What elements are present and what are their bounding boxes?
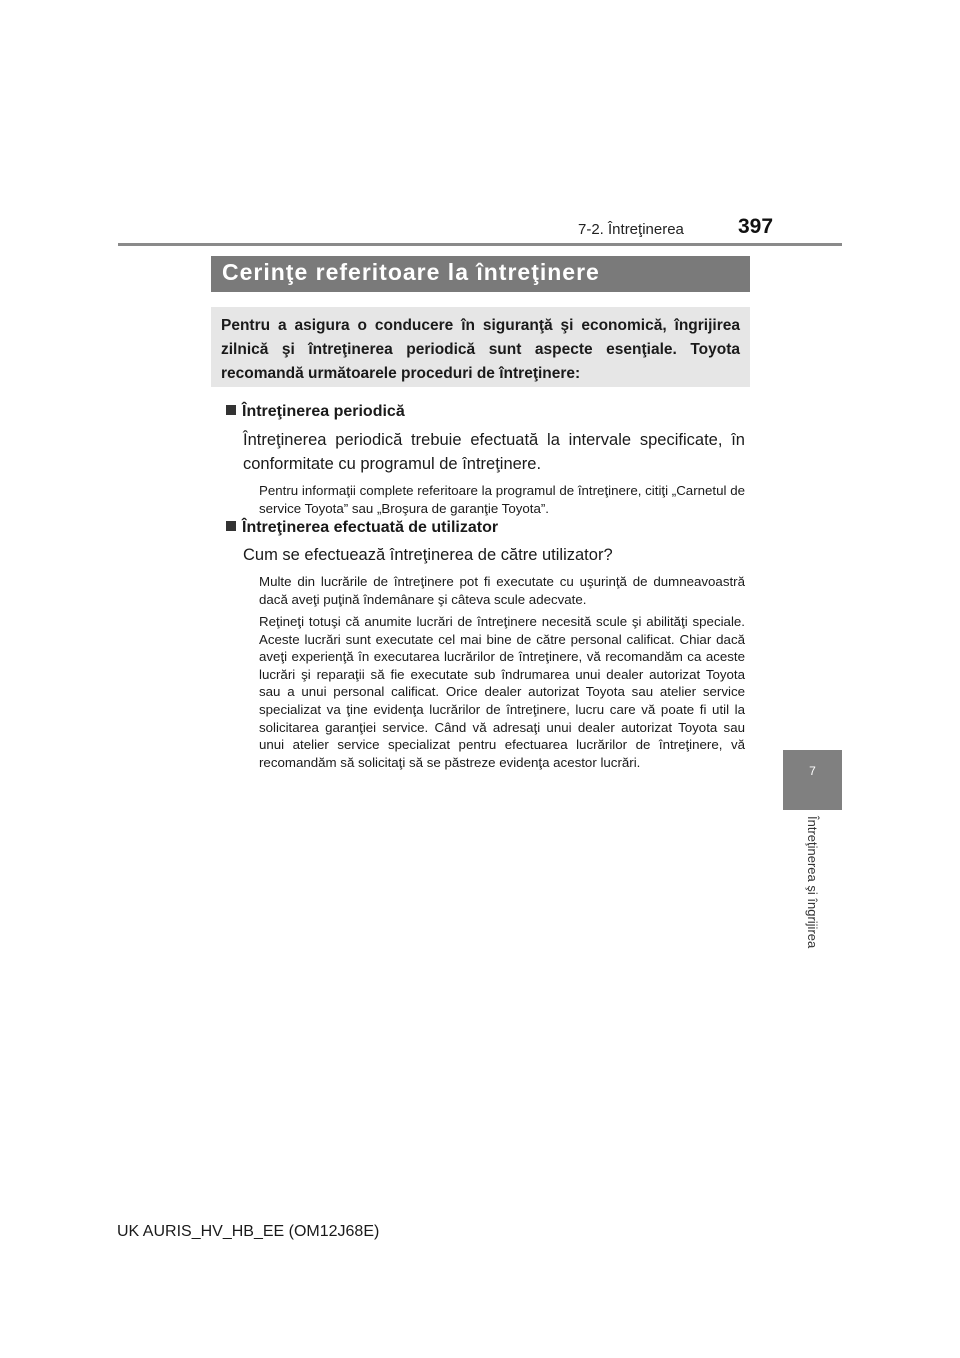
section-note-user-2: Reţineţi totuşi că anumite lucrări de întreţinere necesită scule şi abilităţi speciale. Aceste lucrări sunt executate cel mai bine de către personal calificat. Chiar dacă aveţi experienţă în executarea lucrărilor de întreţinere, vă recomandăm ca aceste lucrări şi reparaţii să fie executate sub îndrumarea unui dealer autorizat Toyota sau a unui personal calificat. Orice dealer autorizat Toyota sau atelier service specializat va ţine evidenţa lucrărilor de întreţinere, lucru care vă poate fi util la solicitarea garanţiei service. Când vă adresaţi unui dealer autorizat Toyota sau unui atelier service specializat pentru efectuarea lucrărilor de întreţinere, vă recomandăm să solicitaţi să se păstreze evidenţa acestor lucrări. xyxy=(259,614,745,770)
chapter-title: Întreţinerea şi îngrijirea xyxy=(805,816,820,949)
square-bullet-icon xyxy=(226,521,236,531)
section-lead-periodic: Întreţinerea periodică trebuie efectuată la intervale specificate, în conformitate cu programul de întreţinere. xyxy=(243,431,745,473)
square-bullet-icon xyxy=(226,405,236,415)
intro-text: Pentru a asigura o conducere în siguranţă şi economică, îngrijirea zilnică şi întreţinerea periodică sunt aspecte esenţiale. Toyota recomandă următoarele proceduri de întreţinere: xyxy=(221,317,740,382)
section-note-user-1: Multe din lucrările de întreţinere pot fi executate cu uşurinţă de dumneavoastră dacă aveţi puţină îndemânare şi câteva scule adecvate. xyxy=(259,574,745,607)
section-heading-periodic xyxy=(226,403,405,421)
section-heading-text: Întreţinerea periodică xyxy=(242,403,405,420)
section-lead-user: Cum se efectuează întreţinerea de către utilizator? xyxy=(243,546,613,564)
intro-box xyxy=(211,307,750,387)
section-heading-text: Întreţinerea efectuată de utilizator xyxy=(242,519,499,536)
page-number: 397 xyxy=(738,215,774,238)
chapter-title-wrap xyxy=(783,816,842,976)
page-title: Cerinţe referitoare la întreţinere xyxy=(222,259,600,285)
page-title-bar xyxy=(211,256,750,292)
chapter-number: 7 xyxy=(809,764,816,778)
header-divider xyxy=(118,243,842,246)
section-note-periodic: Pentru informaţii complete referitoare la programul de întreţinere, citiţi „Carnetul de service Toyota” sau „Broşura de garanţie Toyota”. xyxy=(259,483,745,516)
section-heading-user xyxy=(226,519,498,537)
header-section-title: 7-2. Întreţinerea xyxy=(578,221,684,238)
footer-model-code: UK AURIS_HV_HB_EE (OM12J68E) xyxy=(117,1223,380,1240)
chapter-tab-block xyxy=(783,750,842,810)
